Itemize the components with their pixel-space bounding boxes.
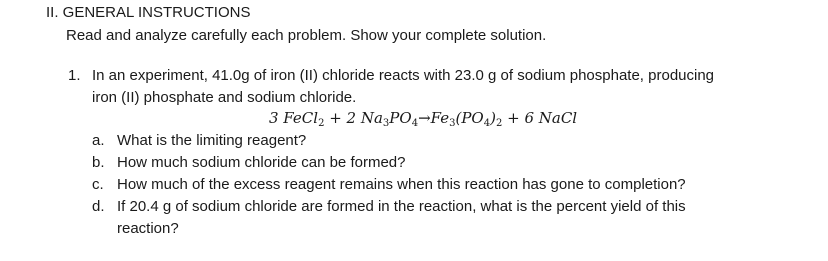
question-c-text: How much of the excess reagent remains when this reaction has gone to completion? bbox=[117, 176, 686, 193]
question-a-text: What is the limiting reagent? bbox=[117, 132, 307, 149]
question-a-letter: a. bbox=[92, 132, 105, 149]
instructions-text: Read and analyze carefully each problem. Show your complete solution. bbox=[66, 27, 547, 44]
question-d-letter: d. bbox=[92, 198, 105, 215]
section-heading: II. GENERAL INSTRUCTIONS bbox=[46, 4, 251, 21]
question-b-text: How much sodium chloride can be formed? bbox=[117, 154, 406, 171]
question-b-letter: b. bbox=[92, 154, 105, 171]
problem-text-line1: In an experiment, 41.0g of iron (II) chloride reacts with 23.0 g of sodium phosphate, producing bbox=[92, 67, 715, 84]
problem-number: 1. bbox=[68, 67, 81, 84]
chemical-equation: 3 FeCl$_2$ + 2 $Na_3PO_4\to Fe_3(PO_4)_2 + 6$ NaCl bbox=[269, 109, 578, 129]
problem-text-line2: iron (II) phosphate and sodium chloride. bbox=[92, 89, 357, 106]
question-d-text-line1: If 20.4 g of sodium chloride are formed in the reaction, what is the percent yield of this bbox=[117, 198, 686, 215]
question-d-text-line2: reaction? bbox=[117, 220, 179, 237]
question-c-letter: c. bbox=[92, 176, 104, 193]
